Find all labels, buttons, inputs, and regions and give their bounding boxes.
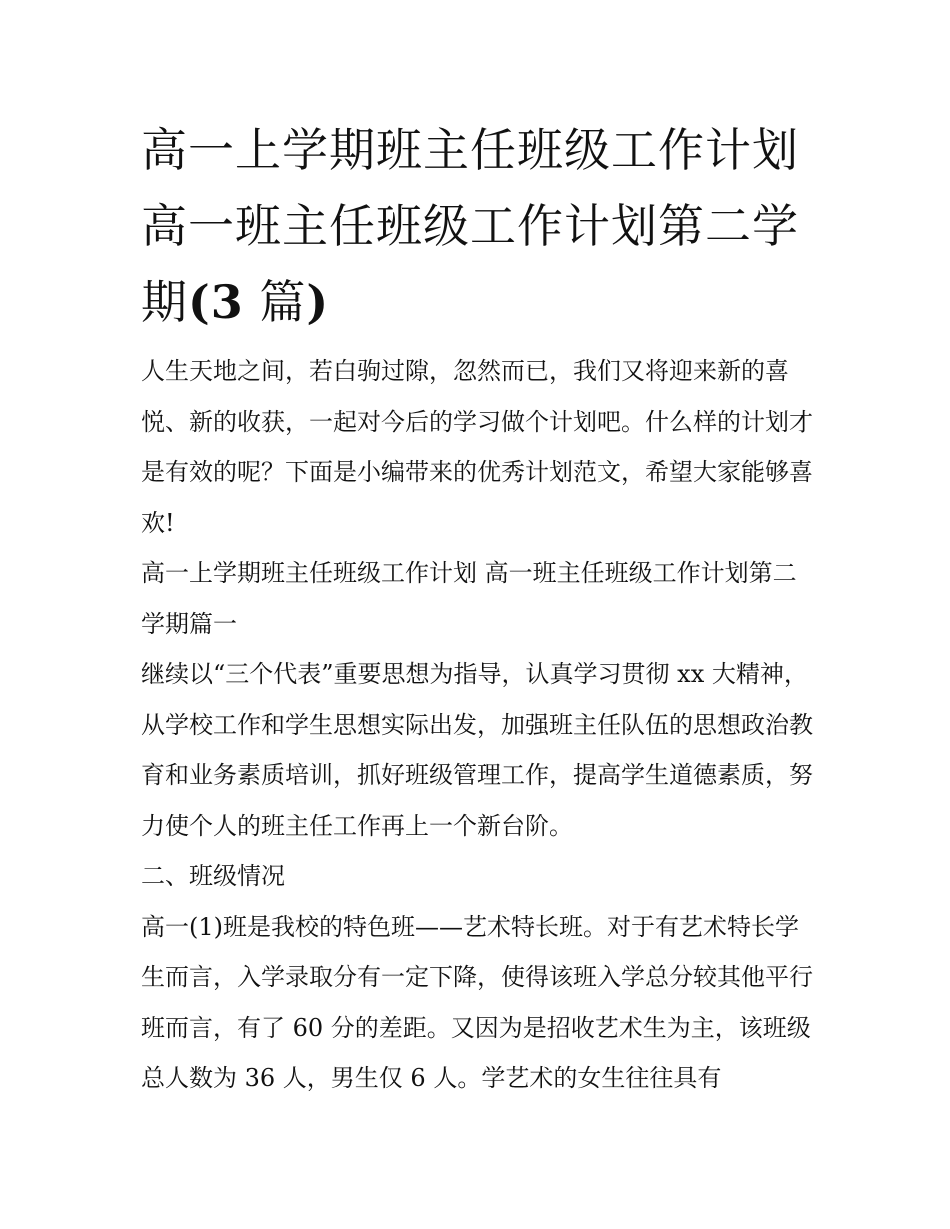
title-count-open: (3 bbox=[188, 275, 244, 329]
document-page bbox=[141, 112, 813, 1104]
intro-paragraph: 人生天地之间，若白驹过隙，忽然而已，我们又将迎来新的喜悦、新的收获，一起对今后的学习做个计划吧。什么样的计划才是有效的呢？下面是小编带来的优秀计划范文，希望大家能够喜欢! bbox=[141, 357, 813, 537]
class-situation-paragraph: 高一(1)班是我校的特色班——艺术特长班。对于有艺术特长学生而言，入学录取分有一定下降，使得该班入学总分较其他平行班而言，有了 60 分的差距。又因为是招收艺术生为主，该班级总人数为 36 人，男生仅 6 人。学艺术的女生往往具有 bbox=[141, 912, 813, 1092]
section-heading: 高一上学期班主任班级工作计划 高一班主任班级工作计划第二学期篇一 bbox=[141, 559, 797, 638]
document-title bbox=[141, 112, 813, 340]
title-count-unit: 篇 bbox=[243, 275, 307, 329]
class-situation-heading: 二、班级情况 bbox=[141, 862, 285, 890]
title-text: 高一上学期班主任班级工作计划 高一班主任班级工作计划第二学期 bbox=[141, 123, 799, 329]
guiding-paragraph: 继续以“三个代表”重要思想为指导，认真学习贯彻 xx 大精神，从学校工作和学生思想实际出发，加强班主任队伍的思想政治教育和业务素质培训，抓好班级管理工作，提高学生道德素质，努力使个人的班主任工作再上一个新台阶。 bbox=[141, 660, 813, 840]
title-count-close: ) bbox=[306, 275, 330, 329]
